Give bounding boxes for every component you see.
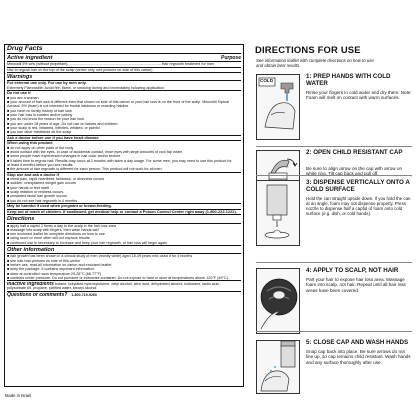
- step-1: [256, 74, 412, 144]
- questions-label: Questions or comments?: [7, 291, 68, 298]
- list-item: ■ do not apply on other parts of the body: [7, 145, 74, 150]
- list-item: ■ you do not know the reason for your hair loss: [7, 117, 84, 122]
- active-ingredient-header: [7, 55, 241, 62]
- divider: [256, 262, 412, 263]
- inactive-text-2: polysorbate 60, propane, purified water, stearyl alcohol: [7, 286, 97, 291]
- divider: [256, 331, 412, 332]
- list-item: ■ you have no family history of hair loss: [7, 108, 72, 113]
- directions-label: Directions: [7, 216, 241, 223]
- list-item: ■ contents under pressure. Do not puncture or incinerate container. Do not expose to heat or store at temperatures above 120°F (49°C).: [7, 275, 229, 280]
- other-information-list: [7, 254, 241, 281]
- wash-hands-icon: [256, 340, 300, 394]
- inactive-ingredients: [7, 281, 241, 291]
- list-item: ■ avoid contact with the eyes. In case of accidental contact, rinse eyes with large amounts of cool tap water.: [7, 150, 183, 155]
- list-item: ■ see hair loss pictures on side of this carton: [7, 258, 80, 263]
- step-3-text: Hold the can straight upside down. If you hold the can at an angle, foam may not dispense properly. Press nozzle to dispense half a capful of foam onto cold surface (e.g. dish, or cold hands).: [306, 196, 411, 216]
- directions-list: [7, 224, 241, 246]
- divider: [256, 175, 412, 176]
- divider: [256, 146, 412, 147]
- step-3: [256, 180, 412, 260]
- active-ingredient-line: Minoxidil 5% w/w (without propellant)............................................................................................Hair regrowth treatment for men: [7, 62, 241, 67]
- questions-phone: 1-800-719-9260: [71, 292, 97, 297]
- list-item: ■ hair growth has been shown in a clinical study of men (mostly white) aged 18-49 years who used it for 4 months: [7, 254, 193, 259]
- ask-doctor-line: Ask a doctor before use if you have heart disease: [7, 136, 241, 142]
- list-item: ■ your scalp is red, inflamed, infected, irritated, or painful: [7, 125, 100, 130]
- list-item: ■ your hands or feet swell: [7, 185, 50, 190]
- other-information-label: Other information: [7, 247, 241, 254]
- step-4-heading: 4: APPLY TO SCALP, NOT HAIR: [306, 267, 399, 274]
- step-4: [256, 268, 412, 332]
- active-ingredient-label: Active ingredient: [7, 55, 53, 61]
- stop-use-label: Stop use and ask a doctor if: [7, 172, 59, 177]
- directions-title: DIRECTIONS FOR USE: [255, 44, 361, 55]
- list-item: ■ store at controlled room temperature 20-25°C (68-77°F): [7, 271, 102, 276]
- made-in-label: Made in Israel: [5, 393, 32, 398]
- inactive-text-1: butane, butylated hydroxytoluene, cetyl alcohol, citric acid, dehydrated alcohol, isobutane, lactic acid,: [55, 282, 220, 287]
- list-item: ■ keep the package. It contains important information.: [7, 267, 95, 272]
- dispense-can-icon: [256, 180, 300, 246]
- directions-intro: See information leaflet with complete directions on how to use and obtain best results.: [256, 58, 374, 68]
- list-item: ■ unwanted facial hair growth occurs: [7, 194, 68, 199]
- list-item: ■ sudden, unexplained weight gain occurs: [7, 181, 76, 186]
- purpose-label: Purpose: [220, 55, 241, 61]
- cold-water-tap-icon: [256, 74, 300, 140]
- list-item: ■ continued use is necessary to increase and keep your hair regrowth, or hair loss will begin again: [7, 240, 168, 245]
- cold-badge: COLD: [260, 78, 274, 83]
- step-1-heading: 1: PREP HANDS WITH COLD WATER: [306, 73, 391, 87]
- step-5-text: Snap cap back into place. Be sure arrows do not line up, so cap remains child resistant. Wash hands and any surface thoroughly after use.: [306, 349, 411, 365]
- step-5: [256, 340, 412, 400]
- list-item: ■ using more or more often will not improve results: [7, 236, 90, 241]
- list-item: ■ you do not see hair regrowth in 4 months: [7, 198, 78, 203]
- step-2-text: Be sure to align arrow on the cap with arrow on white ring. Tilt cap back and pull off.: [306, 166, 403, 177]
- list-item: ■ you use other medicines on the scalp: [7, 130, 72, 135]
- list-item: ■ your hair loss is sudden and/or patchy: [7, 113, 73, 118]
- list-item: ■ you are a woman: [7, 95, 39, 100]
- list-item: ■ see enclosed leaflet for complete directions on how to use: [7, 232, 105, 237]
- list-item: ■ before use, read all information on carton and enclosed leaflet: [7, 262, 112, 267]
- list-item: ■ the amount of hair regrowth is different for each person. This product will not work for all men.: [7, 167, 163, 172]
- step-1-text: Rinse your fingers in cold water and dry them. Note: Foam will melt on contact with warm surfaces.: [306, 90, 412, 101]
- questions-row: [7, 291, 241, 299]
- list-item: ■ chest pain, rapid heartbeat, faintness, or dizziness occurs: [7, 177, 105, 182]
- keep-out-warning: Keep out of reach of children. If swallowed, get medical help or contact a Poison Control Center right away (1-800-222-1222).: [7, 210, 241, 216]
- step-5-heading: 5: CLOSE CAP AND WASH HANDS: [306, 339, 409, 346]
- list-item: ■ scalp irritation or redness occurs: [7, 190, 64, 195]
- use-line: Use to regrow hair on the top of the scalp (vertex only, see pictures on side of this carton): [7, 68, 241, 73]
- flammable-warning: Extremely Flammable: Avoid fire, flame, or smoking during and immediately following application: [7, 86, 241, 91]
- step-2-heading: 2: OPEN CHILD RESISTANT CAP: [306, 149, 403, 156]
- step-4-text: Part your hair to expose hair loss area. Massage foam into scalp, not hair. Repeat until all hair loss areas have been covered.: [306, 277, 406, 293]
- drug-facts-panel: [4, 44, 244, 387]
- scalp-icon: [256, 268, 300, 334]
- do-not-use-list: [7, 96, 241, 136]
- list-item: ■ massage into scalp with fingers, then wash hands well: [7, 227, 99, 232]
- do-not-use-label: Do not use if: [7, 91, 31, 96]
- list-item: ■ your amount of hair loss is different than that shown on side of this carton or your hair loss is on the front of the scalp. Minoxidil Topical: [7, 100, 230, 105]
- list-item: ■ apply half a capful 2 times a day to the scalp in the hair loss area: [7, 223, 117, 228]
- pregnancy-warning: May be harmful if used when pregnant or breast-feeding.: [7, 204, 241, 210]
- stop-use-list: [7, 177, 241, 204]
- step-3-heading: 3: DISPENSE VERTICALLY ONTO A COLD SURFACE: [306, 179, 410, 193]
- list-item: ■ some people have experienced changes in hair color and/or texture: [7, 154, 121, 159]
- warnings-label: Warnings: [7, 74, 241, 81]
- inactive-label: Inactive ingredients: [7, 282, 54, 287]
- list-item: ■ you are under 18 years of age. Do not use on babies and children.: [7, 121, 119, 126]
- list-item: Aerosol, 5% (foam) is not intended for frontal baldness or receding hairline.: [7, 104, 130, 109]
- drug-facts-title: Drug Facts: [7, 45, 241, 54]
- external-use-warning: For external use only. For use by men only.: [7, 81, 87, 86]
- when-using-list: [7, 146, 241, 173]
- list-item: at least 4 months before you see results.: [7, 162, 74, 167]
- when-using-label: When using this product: [7, 141, 53, 146]
- list-item: ■ it takes time to regrow hair. Results may occur at 2 months with twice a day usage. For some men, you may need to use this product for: [7, 158, 232, 163]
